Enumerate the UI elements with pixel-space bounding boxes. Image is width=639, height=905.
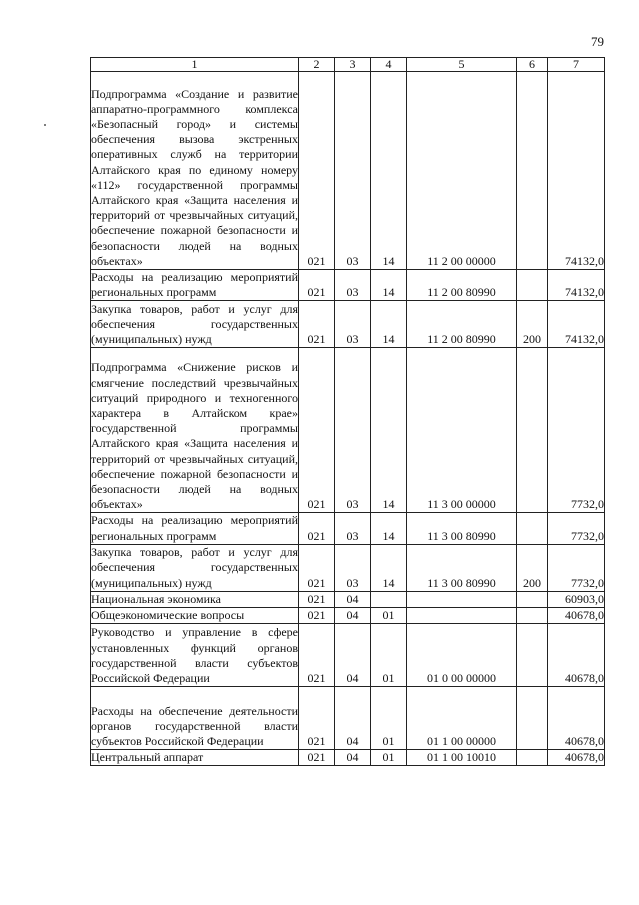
table-row bbox=[91, 301, 605, 348]
cell-subsection: 01 bbox=[371, 750, 407, 766]
cell-amount: 74132,0 bbox=[548, 270, 605, 301]
row-name: Подпрограмма «Снижение рисков и смягчение последствий чрезвычайных ситуаций природного и техногенного характера в Алтайском крае» государственной программы Алтайского края «Защита населения и территорий от чрезвычайных ситуаций, обеспечение пожарной безопасности и безопасности людей на водных объектах» bbox=[91, 348, 299, 513]
scan-speck bbox=[44, 124, 46, 126]
cell-expense-type bbox=[517, 591, 548, 607]
cell-admin: 021 bbox=[299, 608, 335, 624]
column-header: 6 bbox=[517, 58, 548, 72]
cell-section: 03 bbox=[335, 348, 371, 513]
cell-target-article: 11 3 00 80990 bbox=[407, 513, 517, 544]
cell-section: 04 bbox=[335, 750, 371, 766]
row-name: Подпрограмма «Создание и развитие аппаратно-программного комплекса «Безопасный город» и системы обеспечения вызова экстренных оперативных служб на территории Алтайского края по единому номеру «112» государственной программы Алтайского края «Защита населения и территорий от чрезвычайных ситуаций, обеспечение пожарной безопасности и безопасности людей на водных объектах» bbox=[91, 72, 299, 270]
table-row bbox=[91, 687, 605, 750]
row-name: Центральный аппарат bbox=[91, 750, 299, 766]
table-row bbox=[91, 513, 605, 544]
cell-section: 03 bbox=[335, 72, 371, 270]
table-row bbox=[91, 72, 605, 270]
cell-admin: 021 bbox=[299, 72, 335, 270]
cell-expense-type bbox=[517, 608, 548, 624]
cell-target-article: 11 2 00 80990 bbox=[407, 270, 517, 301]
column-header: 4 bbox=[371, 58, 407, 72]
cell-section: 04 bbox=[335, 608, 371, 624]
cell-section: 04 bbox=[335, 624, 371, 687]
cell-section: 03 bbox=[335, 513, 371, 544]
table-row bbox=[91, 750, 605, 766]
cell-subsection: 14 bbox=[371, 301, 407, 348]
row-name: Расходы на реализацию мероприятий региональных программ bbox=[91, 270, 298, 300]
cell-expense-type: 200 bbox=[517, 301, 548, 348]
table-row bbox=[91, 624, 605, 687]
cell-target-article: 01 1 00 00000 bbox=[407, 687, 517, 750]
cell-admin: 021 bbox=[299, 750, 335, 766]
table-row bbox=[91, 544, 605, 591]
cell-subsection: 14 bbox=[371, 270, 407, 301]
cell-amount: 7732,0 bbox=[548, 544, 605, 591]
column-header: 2 bbox=[299, 58, 335, 72]
cell-expense-type bbox=[517, 750, 548, 766]
row-name: Расходы на обеспечение деятельности органов государственной власти субъектов Российской Федерации bbox=[91, 687, 299, 750]
cell-subsection: 14 bbox=[371, 348, 407, 513]
budget-table bbox=[90, 57, 605, 766]
column-header: 5 bbox=[407, 58, 517, 72]
cell-subsection: 01 bbox=[371, 608, 407, 624]
cell-expense-type bbox=[517, 687, 548, 750]
table-row bbox=[91, 608, 605, 624]
row-name: Закупка товаров, работ и услуг для обеспечения государственных (муниципальных) нужд bbox=[91, 301, 298, 347]
cell-section: 03 bbox=[335, 544, 371, 591]
row-name: Национальная экономика bbox=[91, 591, 299, 607]
cell-target-article bbox=[407, 591, 517, 607]
column-header: 3 bbox=[335, 58, 371, 72]
column-header: 7 bbox=[548, 58, 605, 72]
row-name: Закупка товаров, работ и услуг для обеспечения государственных (муниципальных) нужд bbox=[91, 545, 298, 590]
cell-admin: 021 bbox=[299, 513, 335, 544]
table-row bbox=[91, 591, 605, 607]
cell-target-article: 11 2 00 00000 bbox=[407, 72, 517, 270]
cell-expense-type bbox=[517, 348, 548, 513]
cell-amount: 60903,0 bbox=[548, 591, 605, 607]
cell-section: 03 bbox=[335, 270, 371, 301]
cell-target-article: 11 2 00 80990 bbox=[407, 301, 517, 348]
cell-subsection: 01 bbox=[371, 624, 407, 687]
cell-subsection: 14 bbox=[371, 72, 407, 270]
cell-admin: 021 bbox=[299, 270, 335, 301]
cell-admin: 021 bbox=[299, 591, 335, 607]
cell-target-article: 11 3 00 00000 bbox=[407, 348, 517, 513]
cell-amount: 7732,0 bbox=[548, 513, 605, 544]
cell-subsection: 14 bbox=[371, 513, 407, 544]
cell-amount: 40678,0 bbox=[548, 750, 605, 766]
cell-expense-type: 200 bbox=[517, 544, 548, 591]
cell-section: 04 bbox=[335, 687, 371, 750]
table-header-row bbox=[91, 58, 605, 72]
cell-admin: 021 bbox=[299, 348, 335, 513]
cell-target-article: 11 3 00 80990 bbox=[407, 544, 517, 591]
table-row bbox=[91, 348, 605, 513]
cell-subsection: 14 bbox=[371, 544, 407, 591]
cell-admin: 021 bbox=[299, 687, 335, 750]
cell-admin: 021 bbox=[299, 544, 335, 591]
cell-target-article: 01 1 00 10010 bbox=[407, 750, 517, 766]
cell-admin: 021 bbox=[299, 301, 335, 348]
cell-section: 04 bbox=[335, 591, 371, 607]
row-name: Руководство и управление в сфере установленных функций органов государственной власти субъектов Российской Федерации bbox=[91, 625, 298, 686]
cell-target-article bbox=[407, 608, 517, 624]
cell-admin: 021 bbox=[299, 624, 335, 687]
cell-amount: 40678,0 bbox=[548, 608, 605, 624]
cell-amount: 40678,0 bbox=[548, 624, 605, 687]
cell-expense-type bbox=[517, 624, 548, 687]
cell-amount: 40678,0 bbox=[548, 687, 605, 750]
cell-subsection bbox=[371, 591, 407, 607]
cell-amount: 74132,0 bbox=[548, 72, 605, 270]
row-name: Расходы на реализацию мероприятий региональных программ bbox=[91, 513, 298, 543]
cell-expense-type bbox=[517, 513, 548, 544]
cell-section: 03 bbox=[335, 301, 371, 348]
cell-target-article: 01 0 00 00000 bbox=[407, 624, 517, 687]
page-number: 79 bbox=[591, 34, 604, 49]
cell-subsection: 01 bbox=[371, 687, 407, 750]
cell-amount: 7732,0 bbox=[548, 348, 605, 513]
column-header: 1 bbox=[91, 58, 299, 72]
cell-expense-type bbox=[517, 72, 548, 270]
row-name: Общеэкономические вопросы bbox=[91, 608, 299, 624]
table-row bbox=[91, 270, 605, 301]
cell-amount: 74132,0 bbox=[548, 301, 605, 348]
cell-expense-type bbox=[517, 270, 548, 301]
